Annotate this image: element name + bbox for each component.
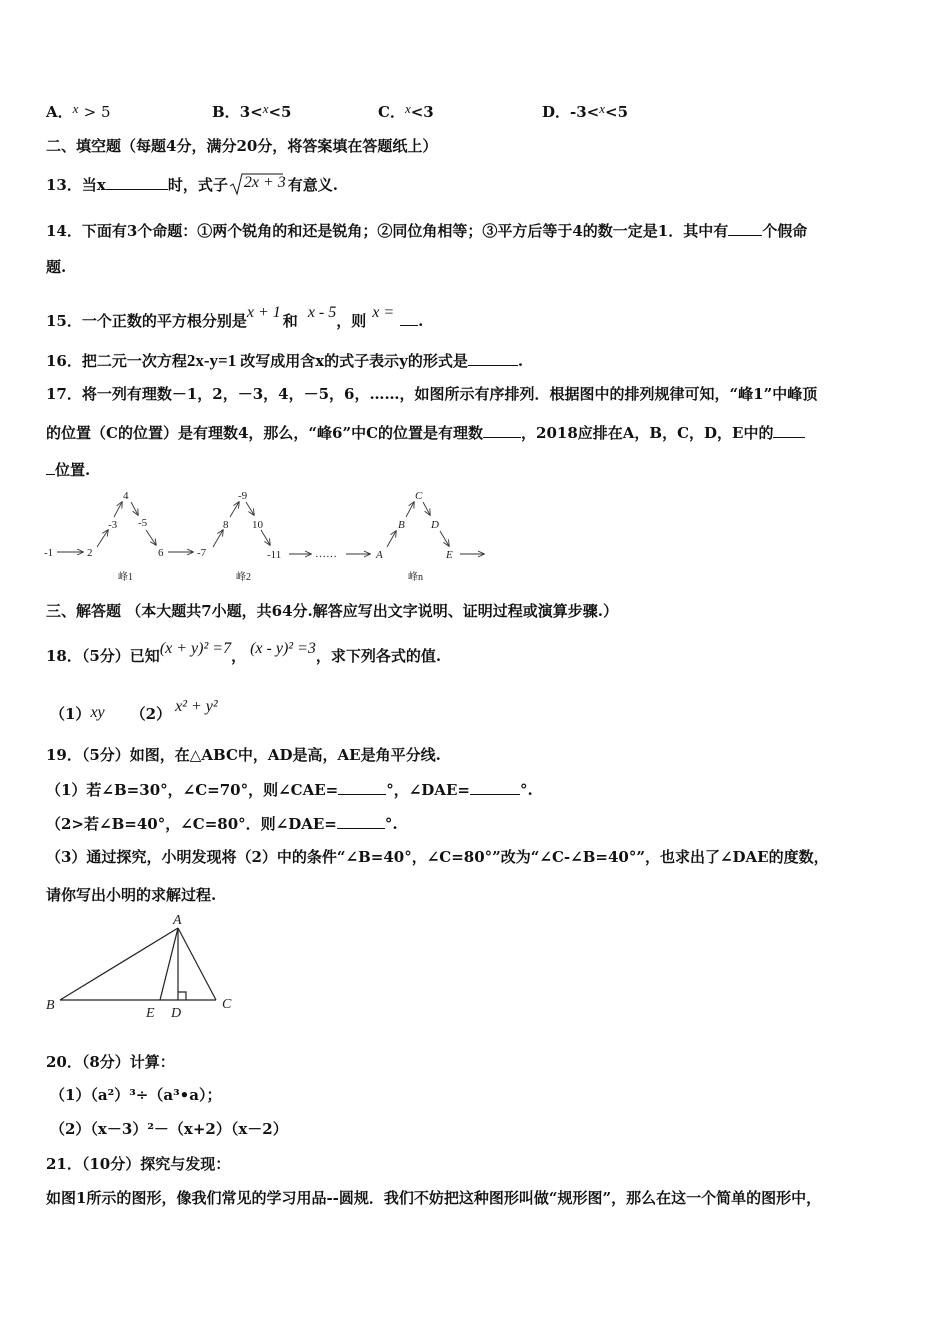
question-19-line-1: 19．（5分）如图，在△ABC中，AD是高，AE是角平分线. — [46, 746, 441, 764]
question-19-line-2 — [46, 778, 906, 801]
section-3-heading: 三、解答题 （本大题共7小题，共64分.解答应写出文字说明、证明过程或演算步骤.） — [46, 602, 618, 620]
section-2-heading: 二、填空题（每题4分，满分20分，将答案填在答题纸上） — [46, 137, 438, 155]
figure-19-triangle — [40, 910, 240, 1024]
question-18 — [46, 638, 906, 667]
q19-part1-text-a: （1）若∠B=30°，∠C=70°，则∠CAE= — [46, 781, 339, 799]
fig17-num-neg5: -5 — [138, 517, 148, 529]
fig17-arrow — [114, 502, 122, 517]
fig17-num-neg11: -11 — [267, 549, 282, 561]
q14-text-a: 14．下面有3个命题：①两个锐角的和还是锐角；②同位角相等；③平方后等于4的数一定是1．其中有 — [46, 222, 729, 240]
q18-part2-label: （2） — [130, 705, 172, 723]
q15-expr-1: x + 1 — [246, 304, 281, 321]
q14-text-b: 个假命 — [762, 222, 808, 240]
question-17-line-3 — [46, 458, 906, 481]
fig17-num-neg9: -9 — [238, 490, 248, 502]
fig17-label-a: A — [376, 549, 383, 561]
choice-b[interactable] — [212, 101, 292, 122]
q19-part1-blank-1[interactable] — [338, 778, 386, 795]
q14-answer-blank[interactable] — [728, 219, 762, 236]
q18-part1-label: （1） — [50, 705, 91, 723]
fig19-label-c: C — [222, 997, 232, 1012]
fig19-label-e: E — [146, 1006, 155, 1021]
fig17-num-neg3: -3 — [108, 519, 118, 531]
question-20-part-2: （2）（x－3）²－（x+2）（x－2） — [50, 1120, 288, 1138]
q15-text-a: 15．一个正数的平方根分别是 — [46, 312, 247, 330]
choice-b-letter: B． — [212, 103, 240, 121]
question-21-line-1: 如图1所示的图形，像我们常见的学习用品--圆规．我们不妨把这种图形叫做“规形图”，那么在这一个简单的图形中， — [46, 1189, 822, 1207]
q16-text-b: 改写成用含x的式子表示y的形式是 — [240, 352, 468, 370]
fig17-arrow — [213, 530, 223, 547]
q19-part2-text-b: °. — [384, 815, 398, 833]
q18-separator: ， — [231, 647, 247, 665]
q15-text-d: . — [418, 312, 424, 330]
choice-c-var: x — [404, 101, 411, 116]
fig17-label-b: B — [398, 519, 405, 531]
fig17-arrow — [146, 530, 156, 545]
q15-answer-blank[interactable] — [400, 309, 418, 326]
q13-text-a: 13．当x — [46, 176, 106, 194]
fig17-num-neg1: -1 — [44, 547, 54, 559]
fig17-arrow — [97, 530, 108, 547]
q15-expr-2: x - 5 — [307, 304, 337, 321]
q17-answer-blank-1[interactable] — [483, 421, 521, 438]
q17-answer-blank-2-cont[interactable] — [46, 458, 55, 475]
fig17-arrow — [406, 502, 414, 517]
q13-answer-blank[interactable] — [106, 173, 168, 190]
fig17-num-neg7: -7 — [197, 547, 207, 559]
fig17-num-6: 6 — [158, 547, 164, 559]
fig17-ellipsis: …… — [315, 548, 337, 560]
q13-text-c: 有意义. — [287, 176, 338, 194]
fig17-num-8: 8 — [223, 519, 229, 531]
q16-text-c: . — [517, 352, 524, 370]
question-17-line-1: 17．将一列有理数－1，2，－3，4，－5，6，……，如图所示有序排列．根据图中的排列规律可知，“峰1”中峰顶 — [46, 385, 818, 403]
choice-d-pre: -3< — [570, 103, 600, 121]
question-13 — [46, 172, 906, 197]
fig19-side-ab — [60, 928, 178, 1000]
fig17-arrow — [246, 502, 254, 515]
fig17-num-2: 2 — [87, 547, 93, 559]
question-18-parts — [50, 696, 910, 725]
q16-equation: 2x-y=1 — [186, 351, 237, 370]
question-20-title: 20．（8分）计算： — [46, 1053, 175, 1071]
question-14 — [46, 219, 906, 242]
q17-text-c: 位置. — [55, 461, 91, 479]
choice-d-letter: D． — [542, 103, 571, 121]
choice-b-var: x — [262, 101, 269, 116]
q16-text-a: 16．把二元一次方程 — [46, 352, 187, 370]
q18-part2-expr: x² + y² — [175, 698, 218, 715]
fig19-label-b: B — [46, 998, 55, 1013]
question-17-line-2 — [46, 421, 906, 444]
choice-c[interactable] — [378, 101, 434, 122]
choice-d[interactable] — [542, 101, 628, 122]
q18-part1-expr: xy — [90, 704, 105, 721]
fig19-side-ac — [178, 928, 216, 1000]
q15-text-b: 和 — [282, 312, 298, 330]
q13-text-b: 时，式子 — [167, 176, 228, 194]
question-19-line-3 — [46, 812, 906, 835]
figure-17-peaks — [40, 484, 500, 586]
fig17-num-10: 10 — [252, 519, 263, 531]
choice-c-text: <3 — [410, 103, 434, 121]
fig17-arrow — [387, 531, 396, 547]
q15-text-c: ，则 — [336, 312, 367, 330]
question-19-line-5: 请你写出小明的求解过程. — [46, 886, 217, 904]
q19-part1-text-c: °. — [519, 781, 533, 799]
choice-c-letter: C． — [378, 103, 405, 121]
q17-answer-blank-2[interactable] — [773, 421, 805, 438]
q17-text-a: 的位置（C的位置）是有理数4，那么，“峰6”中C的位置是有理数 — [46, 424, 484, 442]
q15-expr-3: x = — [372, 304, 395, 321]
q18-text-b: ，求下列各式的值. — [315, 647, 442, 665]
fig17-caption-peak2: 峰2 — [236, 572, 251, 583]
choice-a-var: x — [72, 101, 79, 116]
q18-text-a: 18．（5分）已知 — [46, 647, 160, 665]
fig17-label-d: D — [431, 519, 439, 531]
fig19-label-a: A — [173, 913, 182, 928]
question-20-part-1: （1）（a²）³÷（a³•a）； — [50, 1086, 222, 1104]
choice-d-var: x — [599, 101, 606, 116]
fig19-right-angle-mark — [178, 992, 186, 1000]
q19-part1-blank-2[interactable] — [470, 778, 520, 795]
fig17-label-c: C — [415, 490, 423, 502]
choice-a[interactable] — [46, 101, 111, 122]
fig17-caption-peak1: 峰1 — [118, 572, 133, 583]
q18-expr-2: (x - y)² =3 — [250, 640, 316, 657]
q19-part2-text-a: （2>若∠B=40°，∠C=80°．则∠DAE= — [46, 815, 337, 833]
question-15 — [46, 302, 906, 332]
q16-answer-blank[interactable] — [468, 349, 518, 366]
fig17-num-4: 4 — [123, 490, 129, 502]
fig17-arrow — [261, 530, 270, 545]
fig17-arrow — [440, 531, 449, 546]
q19-part1-text-b: °，∠DAE= — [386, 781, 470, 799]
fig17-caption-peakn: 峰n — [408, 572, 423, 583]
question-19-line-4: （3）通过探究，小明发现将（2）中的条件“∠B=40°，∠C=80°”改为“∠C-∠B=40°”，也求出了∠DAE的度数， — [46, 848, 829, 866]
q18-expr-1: (x + y)² =7 — [159, 640, 232, 657]
q19-part2-blank[interactable] — [337, 812, 385, 829]
choice-a-text: > 5 — [83, 103, 111, 121]
choice-d-text: <5 — [605, 103, 629, 121]
choice-b-text: <5 — [268, 103, 292, 121]
fig19-bisector-ae — [160, 928, 178, 1000]
question-16 — [46, 349, 906, 372]
fig17-arrow — [230, 502, 239, 517]
fig17-arrow — [131, 502, 138, 515]
q17-text-b: ，2018应排在A，B，C，D，E中的 — [521, 424, 774, 442]
choice-b-pre: 3< — [239, 103, 263, 121]
choice-a-letter: A． — [46, 103, 73, 121]
q13-radicand: 2x + 3 — [243, 174, 286, 191]
fig17-arrow — [423, 502, 430, 515]
question-21-title: 21．（10分）探究与发现： — [46, 1155, 231, 1173]
fig17-label-e: E — [446, 549, 453, 561]
question-14-cont: 题. — [46, 258, 67, 276]
fig19-label-d: D — [171, 1006, 182, 1021]
